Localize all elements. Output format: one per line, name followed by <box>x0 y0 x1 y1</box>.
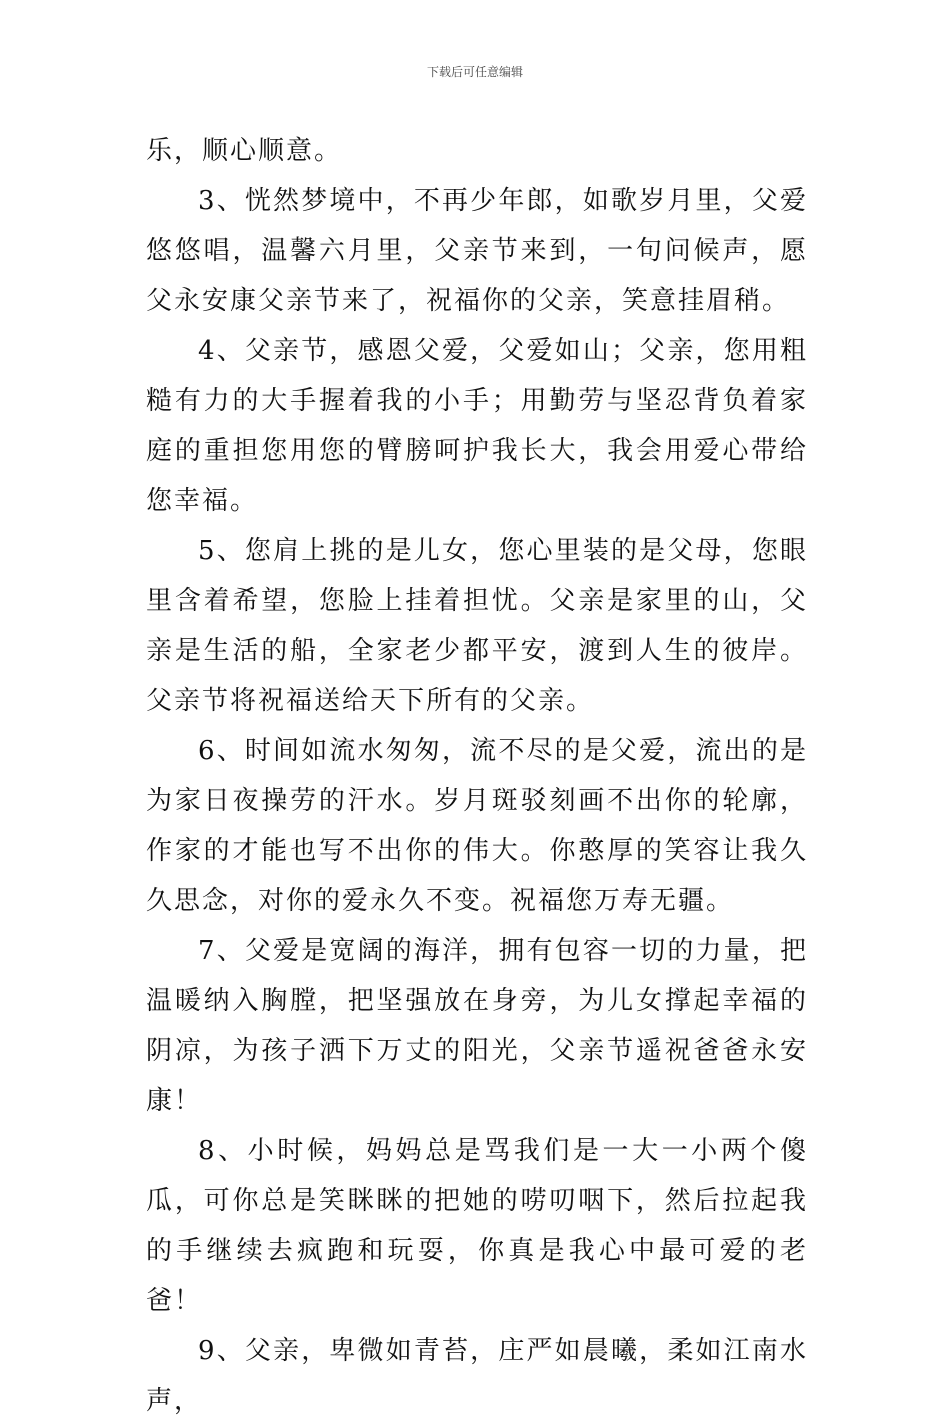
paragraph-item-7: 7、父爱是宽阔的海洋，拥有包容一切的力量，把温暖纳入胸膛，把坚强放在身旁，为儿女撑起幸福的阴凉，为孩子洒下万丈的阳光，父亲节遥祝爸爸永安康！ <box>146 936 808 1116</box>
paragraph-item-6: 6、时间如流水匆匆，流不尽的是父爱，流出的是为家日夜操劳的汗水。岁月斑驳刻画不出你的轮廓，作家的才能也写不出你的伟大。你憨厚的笑容让我久久思念，对你的爱永久不变。祝福您万寿无疆。 <box>146 736 808 916</box>
paragraph-continuation: 乐，顺心顺意。 <box>146 136 343 166</box>
paragraph-item-4: 4、父亲节，感恩父爱，父爱如山；父亲，您用粗糙有力的大手握着我的小手；用勤劳与坚忍背负着家庭的重担您用您的臂膀呵护我长大，我会用爱心带给您幸福。 <box>146 336 808 516</box>
document-body <box>146 126 808 1426</box>
page-header: 下载后可任意编辑 <box>426 65 523 79</box>
paragraph-item-3: 3、恍然梦境中，不再少年郎，如歌岁月里，父爱悠悠唱，温馨六月里，父亲节来到，一句问候声，愿父永安康父亲节来了，祝福你的父亲，笑意挂眉稍。 <box>146 186 808 316</box>
paragraph-item-8: 8、小时候，妈妈总是骂我们是一大一小两个傻瓜，可你总是笑眯眯的把她的唠叨咽下，然后拉起我的手继续去疯跑和玩耍，你真是我心中最可爱的老爸！ <box>146 1136 808 1316</box>
paragraph-item-5: 5、您肩上挑的是儿女，您心里装的是父母，您眼里含着希望，您脸上挂着担忧。父亲是家里的山，父亲是生活的船，全家老少都平安，渡到人生的彼岸。父亲节将祝福送给天下所有的父亲。 <box>146 536 808 716</box>
paragraph-item-9: 9、父亲，卑微如青苔，庄严如晨曦，柔如江南水声， <box>146 1336 808 1416</box>
